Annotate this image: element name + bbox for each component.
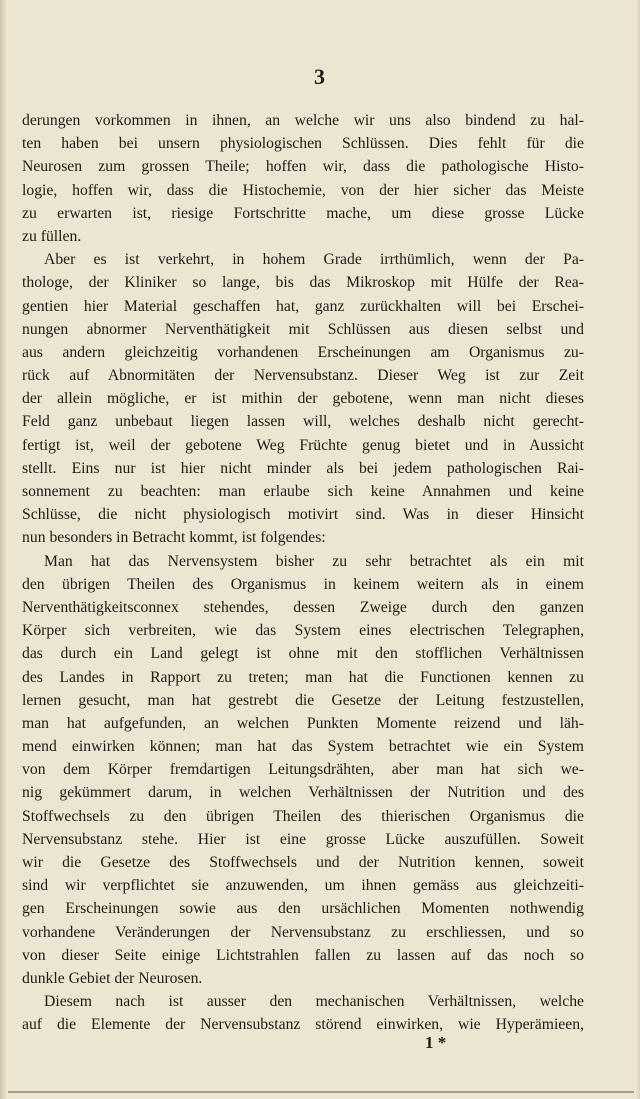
- text-line: ten haben bei unsern physiologischen Schlüssen. Dies fehlt für die: [22, 135, 584, 153]
- text-line: zu füllen.: [22, 227, 82, 245]
- text-line: das durch ein Land gelegt ist ohne mit den stofflichen Verhältnissen: [22, 645, 584, 663]
- text-line: fertigt ist, weil der gebotene Weg Früchte genug bietet und in Aussicht: [22, 436, 584, 454]
- text-line: Schlüsse, die nicht physiologisch motivirt sind. Was in dieser Hinsicht: [22, 506, 584, 524]
- text-line: Feld ganz unbebaut liegen lassen will, welches deshalb nicht gerecht-: [22, 413, 584, 431]
- page-gutter-shadow: [0, 0, 6, 1099]
- text-line: Neurosen zum grossen Theile; hoffen wir, dass die pathologische Histo-: [22, 158, 584, 176]
- text-line: des Landes in Rapport zu treten; man hat die Functionen kennen zu: [22, 668, 584, 686]
- text-line: den übrigen Theilen des Organismus in keinem weitern als in einem: [22, 575, 584, 593]
- text-line: rück auf Abnormitäten der Nervensubstanz. Dieser Weg ist zur Zeit: [22, 367, 584, 385]
- text-line: sonnement zu beachten: man erlaube sich keine Annahmen und keine: [22, 483, 584, 500]
- text-line: stellt. Eins nur ist hier nicht minder als bei jedem pathologischen Rai-: [22, 459, 584, 477]
- text-line: Körper sich verbreiten, wie das System eines electrischen Telegraphen,: [22, 622, 584, 640]
- text-line: nungen abnormer Nerventhätigkeit mit Schlüssen aus diesen selbst und: [22, 320, 584, 338]
- text-line: nig gekümmert darum, in welchen Verhältnissen der Nutrition und des: [22, 784, 584, 802]
- text-line: thologe, der Kliniker so lange, bis das Mikroskop mit Hülfe der Rea-: [22, 274, 584, 292]
- text-line: wir die Gesetze des Stoffwechsels und der Nutrition kennen, soweit: [22, 854, 584, 871]
- text-line: mend einwirken können; man hat das System betrachtet wie ein System: [22, 738, 584, 756]
- text-line: der allein mögliche, er ist mithin der gebotene, wenn man nicht dieses: [22, 390, 584, 408]
- text-line: vorhandene Veränderungen der Nervensubstanz zu erschliessen, und so: [22, 923, 584, 941]
- body-text: [22, 109, 584, 1037]
- text-line: gen Erscheinungen sowie aus den ursächlichen Momenten nothwendig: [22, 900, 584, 918]
- text-line: Nervensubstanz stehe. Hier ist eine grosse Lücke auszufüllen. Soweit: [22, 830, 584, 848]
- text-line: Man hat das Nervensystem bisher zu sehr betrachtet als ein mit: [44, 552, 584, 570]
- page-edge-shadow: [636, 0, 640, 1099]
- text-line: man hat aufgefunden, an welchen Punkten Momente reizend und läh-: [22, 714, 584, 732]
- text-line: logie, hoffen wir, dass die Histochemie, von der hier sicher das Meiste: [22, 181, 584, 199]
- text-line: sind wir verpflichtet sie anzuwenden, um ihnen gemäss aus gleichzeiti-: [22, 877, 584, 895]
- text-line: aus andern gleichzeitig vorhandenen Erscheinungen am Organismus zu-: [22, 343, 584, 361]
- text-line: zu erwarten ist, riesige Fortschritte mache, um diese grosse Lücke: [22, 204, 584, 222]
- text-line: von dieser Seite einige Lichtstrahlen fallen zu lassen auf das noch so: [22, 946, 584, 964]
- text-line: lernen gesucht, man hat gestrebt die Gesetze der Leitung festzustellen,: [22, 691, 584, 709]
- text-line: Nerventhätigkeitsconnex stehendes, dessen Zweige durch den ganzen: [22, 598, 584, 616]
- text-line: auf die Elemente der Nervensubstanz störend einwirken, wie Hyperämieen,: [22, 1016, 584, 1034]
- page-number: 3: [314, 64, 326, 89]
- text-line: Stoffwechsels zu den übrigen Theilen des thierischen Organismus die: [22, 807, 584, 825]
- bottom-edge-line: [8, 1091, 634, 1093]
- text-line: nun besonders in Betracht kommt, ist folgendes:: [22, 529, 326, 547]
- text-line: derungen vorkommen in ihnen, an welche wir uns also bindend zu hal-: [22, 112, 584, 129]
- text-line: von dem Körper fremdartigen Leitungsdrähten, aber man hat sich we-: [22, 761, 584, 779]
- text-line: Aber es ist verkehrt, in hohem Grade irrthümlich, wenn der Pa-: [44, 251, 584, 269]
- text-line: gentien hier Material geschaffen hat, ganz zurückhalten will bei Erschei-: [22, 297, 584, 315]
- text-line: Diesem nach ist ausser den mechanischen Verhältnissen, welche: [44, 993, 584, 1011]
- signature-mark: 1 *: [425, 1033, 447, 1052]
- text-line: dunkle Gebiet der Neurosen.: [22, 969, 203, 987]
